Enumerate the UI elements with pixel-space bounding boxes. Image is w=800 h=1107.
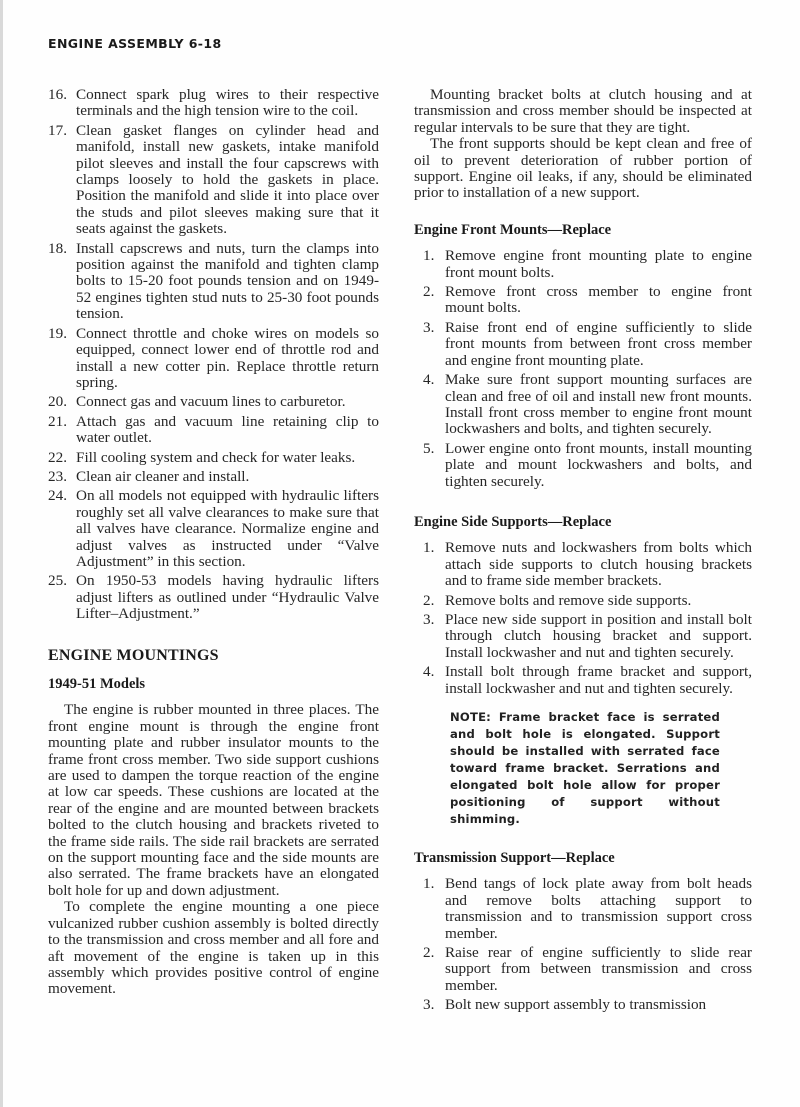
step-number: 23. xyxy=(48,467,67,485)
reassembly-steps xyxy=(48,87,379,623)
step-number: 4. xyxy=(423,371,435,389)
paragraph: To complete the engine mounting a one piece vulcanized rubber cushion assembly is bolted directly to the transmission and cross member and all fore and aft movement of the engine is taken up in this assembly which provides positive control of engine movement. xyxy=(48,898,379,998)
step-item xyxy=(414,248,752,281)
left-column xyxy=(48,87,379,998)
step-number: 1. xyxy=(423,247,435,265)
step-item xyxy=(48,469,379,485)
step-text: Remove front cross member to engine front mount bolts. xyxy=(445,283,752,317)
step-number: 5. xyxy=(423,439,435,457)
step-text: Remove bolts and remove side supports. xyxy=(445,591,692,609)
step-item xyxy=(414,593,752,609)
step-text: Connect gas and vacuum lines to carburetor. xyxy=(76,393,346,411)
section-heading-engine-mountings: ENGINE MOUNTINGS xyxy=(48,646,219,664)
step-item xyxy=(414,320,752,369)
step-text: Clean gasket flanges on cylinder head and manifold, install new gaskets, intake manifold pilot sleeves and install the four capscrews with clamps loosely to hold the gaskets in place. Position the manifold and slide it into place over the studs and pilot sleeves making sure that it seats against the gaskets. xyxy=(76,121,379,238)
paragraph: The engine is rubber mounted in three places. The front engine mount is through the engine front mounting plate and rubber insulator mounts to the frame front cross member. Two side support cushions are used to dampen the torque reaction of the engine at low car speeds. These cushions are located at the rear of the engine and are mounted between brackets bolted to the clutch housing and brackets riveted to the frame side rails. The side rail brackets are serrated on the support mounting face and the side mounts are also serrated. The frame brackets have an elongated bolt hole for up and down adjustment. xyxy=(48,701,379,899)
step-number: 21. xyxy=(48,412,67,430)
step-number: 1. xyxy=(423,875,435,893)
step-number: 2. xyxy=(423,283,435,301)
scan-edge xyxy=(0,0,3,1107)
step-text: Raise rear of engine sufficiently to slide rear support from between transmission and cross member. xyxy=(445,944,752,994)
subheading-front-mounts: Engine Front Mounts—Replace xyxy=(414,221,612,238)
step-text: Install capscrews and nuts, turn the clamps into position against the manifold and tighten clamp bolts to 15-20 foot pounds tension and on 1949-52 engines tighten stud nuts to 25-30 foot pounds tension. xyxy=(76,239,379,323)
step-item xyxy=(414,372,752,438)
step-item xyxy=(414,664,752,697)
step-text: Fill cooling system and check for water leaks. xyxy=(76,448,356,466)
step-item xyxy=(414,284,752,317)
step-item xyxy=(414,945,752,994)
step-number: 1. xyxy=(423,539,435,557)
right-column xyxy=(414,87,752,1017)
subheading-1949-51-models: 1949-51 Models xyxy=(48,676,146,692)
running-head: ENGINE ASSEMBLY 6-18 xyxy=(48,36,222,51)
step-item xyxy=(414,997,752,1013)
step-number: 2. xyxy=(423,944,435,962)
paragraph: The front supports should be kept clean and free of oil to prevent deterioration of rubber portion of support. Engine oil leaks, if any, should be eliminated prior to installation of a new support. xyxy=(414,135,752,202)
step-number: 18. xyxy=(48,239,67,257)
subheading-transmission-support: Transmission Support—Replace xyxy=(414,850,615,866)
step-text: Remove nuts and lockwashers from bolts which attach side supports to clutch housing brackets and to frame side member brackets. xyxy=(445,539,752,590)
step-text: Clean air cleaner and install. xyxy=(76,467,250,485)
step-number: 3. xyxy=(423,610,435,628)
step-text: Connect spark plug wires to their respective terminals and the high tension wire to the coil. xyxy=(76,86,379,120)
step-text: On all models not equipped with hydraulic lifters roughly set all valve clearances to make sure that all valves have clearance. Normalize engine and adjust valves as instructed under “Valve Adjustment” in this section. xyxy=(76,487,379,570)
step-item xyxy=(48,450,379,466)
step-number: 22. xyxy=(48,448,67,466)
step-text: Make sure front support mounting surfaces are clean and free of oil and install new front mounts. Install front cross member to engine front mount lockwashers and bolts, and tighten securely. xyxy=(445,371,752,438)
step-item xyxy=(48,414,379,447)
step-item xyxy=(48,326,379,392)
step-item xyxy=(48,87,379,120)
step-number: 19. xyxy=(48,324,67,342)
step-text: Remove engine front mounting plate to engine front mount bolts. xyxy=(445,247,752,281)
step-text: Connect throttle and choke wires on models so equipped, connect lower end of throttle rod and install a new cotter pin. Replace throttle return spring. xyxy=(76,324,379,391)
step-item xyxy=(48,488,379,570)
step-item xyxy=(48,394,379,410)
step-item xyxy=(414,876,752,942)
step-text: Lower engine onto front mounts, install mounting plate and mount lockwashers and bolts, and tighten securely. xyxy=(445,439,752,490)
step-text: On 1950-53 models having hydraulic lifters adjust lifters as outlined under “Hydraulic Valve Lifter–Adjustment.” xyxy=(76,572,379,623)
step-number: 25. xyxy=(48,572,67,590)
step-text: Raise front end of engine sufficiently to slide front mounts from between front cross member and engine front mounting plate. xyxy=(445,318,752,369)
paragraph: Mounting bracket bolts at clutch housing and at transmission and cross member should be inspected at regular intervals to be sure that they are tight. xyxy=(414,86,752,136)
step-item xyxy=(414,441,752,490)
step-item xyxy=(48,573,379,622)
step-number: 4. xyxy=(423,663,435,681)
step-number: 3. xyxy=(423,318,435,336)
step-number: 3. xyxy=(423,996,435,1014)
step-text: Bend tangs of lock plate away from bolt heads and remove bolts attaching support to transmission and to transmission support cross member. xyxy=(445,875,752,942)
step-number: 2. xyxy=(423,591,435,609)
step-text: Install bolt through frame bracket and support, install lockwasher and nut and tighten securely. xyxy=(445,663,752,697)
note-callout: NOTE: Frame bracket face is serrated and bolt hole is elongated. Support should be installed with serrated face toward frame bracket. Serrations and elongated bolt hole allow for proper positioning of support without shimming. xyxy=(450,710,720,826)
step-text: Place new side support in position and install bolt through clutch housing bracket and support. Install lockwasher and nut and tighten securely. xyxy=(445,610,752,661)
step-item xyxy=(414,612,752,661)
step-item xyxy=(48,123,379,238)
step-number: 16. xyxy=(48,86,67,103)
step-item xyxy=(48,241,379,323)
step-item xyxy=(414,540,752,589)
step-number: 24. xyxy=(48,487,67,505)
step-number: 17. xyxy=(48,121,67,139)
transmission-support-steps xyxy=(414,876,752,1013)
step-text: Bolt new support assembly to transmission xyxy=(445,996,707,1014)
step-number: 20. xyxy=(48,393,67,411)
step-text: Attach gas and vacuum line retaining clip to water outlet. xyxy=(76,412,379,447)
side-supports-steps xyxy=(414,540,752,697)
subheading-side-supports: Engine Side Supports—Replace xyxy=(414,513,612,530)
front-mounts-steps xyxy=(414,248,752,490)
